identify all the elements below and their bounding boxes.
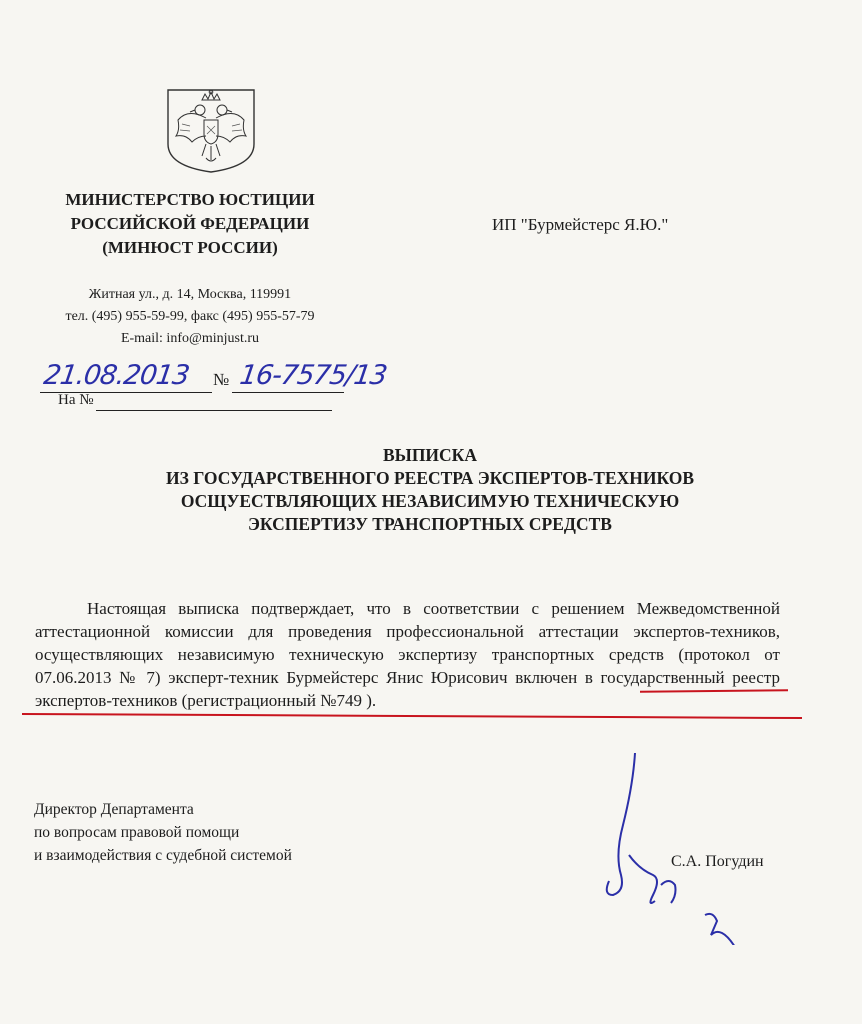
highlight-expert-name: Бурмейстерс Янис Юрисович включен в государственный реестр экспертов-техников — [35, 668, 780, 710]
ministry-line-1: МИНИСТЕРСТВО ЮСТИЦИИ — [65, 190, 315, 209]
signatory-title — [34, 798, 292, 867]
body-paragraph — [35, 597, 780, 712]
signatory-title-line-2: по вопросам правовой помощи — [34, 824, 240, 841]
title-line-4: ЭКСПЕРТИЗУ ТРАНСПОРТНЫХ СРЕДСТВ — [248, 514, 612, 534]
coat-of-arms-icon — [162, 86, 260, 174]
reply-to-label: На № — [58, 392, 94, 408]
document-body — [35, 597, 780, 712]
body-text-2: (регистрационный №749 ). — [177, 691, 377, 710]
reply-to-line — [96, 410, 332, 411]
ministry-contacts — [40, 284, 340, 350]
signatory-title-line-1: Директор Департамента — [34, 801, 194, 818]
ministry-phone-fax: тел. (495) 955-59-99, факс (495) 955-57-79 — [65, 309, 315, 324]
ministry-email: E-mail: info@minjust.ru — [120, 331, 260, 346]
ministry-name — [40, 188, 340, 260]
body-text-1: Настоящая выписка подтверждает, что в соответствии с решением Межведомственной аттестационной комиссии для проведения профессиональной аттестации экспертов-техников, осуществляющих независимую техническую экспертизу транспортных средств (протокол от 07.06.2013 № 7) — [35, 599, 780, 687]
ministry-line-3: (МИНЮСТ РОССИИ) — [102, 238, 278, 257]
signatory-title-line-3: и взаимодействия с судебной системой — [34, 847, 292, 864]
registration-date: 21.08.2013 — [41, 360, 191, 391]
document-title — [100, 444, 760, 536]
red-underline-2 — [22, 713, 802, 719]
ministry-address: Житная ул., д. 14, Москва, 119991 — [88, 287, 292, 302]
highlight-expert-title: эксперт-техник — [168, 668, 279, 687]
title-line-2: ИЗ ГОСУДАРСТВЕННОГО РЕЕСТРА ЭКСПЕРТОВ-ТЕХНИКОВ — [165, 468, 695, 488]
title-line-1: ВЫПИСКА — [382, 445, 478, 465]
title-line-3: ОСЩУЕСТВЛЯЮЩИХ НЕЗАВИСИМУЮ ТЕХНИЧЕСКУЮ — [180, 491, 680, 511]
ministry-line-2: РОССИЙСКОЙ ФЕДЕРАЦИИ — [70, 214, 310, 233]
number-label: № — [213, 370, 230, 389]
handwritten-signature — [595, 745, 755, 945]
registration-number: 16-7575/13 — [237, 360, 389, 391]
number-line — [232, 392, 344, 393]
signer-name: С.А. Погудин — [671, 853, 764, 870]
addressee: ИП "Бурмейстерс Я.Ю." — [492, 215, 669, 234]
